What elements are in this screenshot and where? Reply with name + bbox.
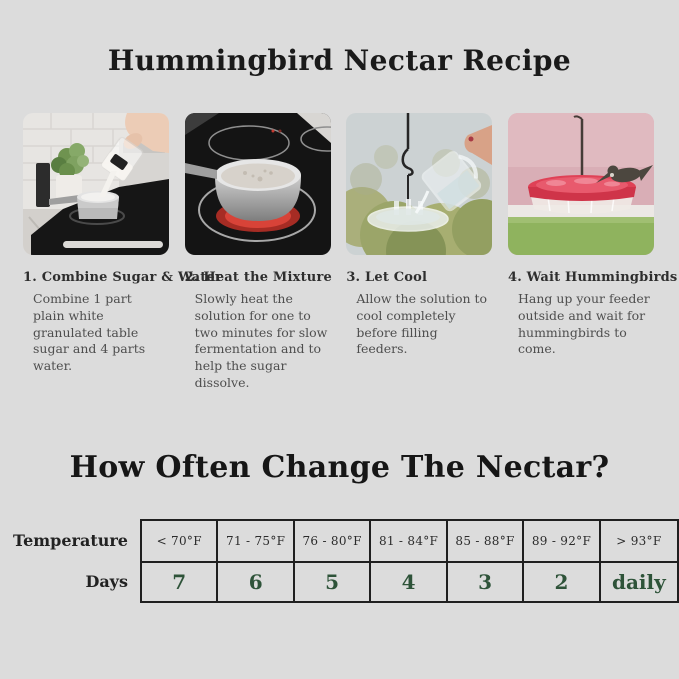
days-cell-1: 7 <box>141 562 217 602</box>
pouring-sugar-into-pot-photo <box>23 113 169 255</box>
step-4-title: 4. Wait Hummingbirds <box>507 270 678 285</box>
days-row-label: Days <box>85 572 128 591</box>
days-cell-4: 4 <box>370 562 446 602</box>
temp-cell-5: 85 - 88°F <box>447 520 523 562</box>
temp-cell-6: 89 - 92°F <box>523 520 599 562</box>
hummingbird-at-feeder-photo <box>508 113 654 255</box>
days-cell-7: daily <box>600 562 678 602</box>
filling-feeder-outdoors-photo <box>346 113 492 255</box>
steps-row <box>0 113 679 392</box>
temperature-row-label: Temperature <box>13 531 128 550</box>
step-3-column <box>346 113 494 392</box>
temp-cell-2: 71 - 75°F <box>217 520 293 562</box>
step-4-description: Hang up your feeder outside and wait for hummingbirds to come. <box>517 291 650 357</box>
saucepan-heating-on-stove-photo <box>185 113 331 255</box>
days-cell-3: 5 <box>294 562 370 602</box>
temp-cell-4: 81 - 84°F <box>370 520 446 562</box>
step-1-description: Combine 1 part plain white granulated table sugar and 4 parts water. <box>33 291 146 373</box>
temp-cell-3: 76 - 80°F <box>294 520 370 562</box>
step-2-description: Slowly heat the solution for one to two minutes for slow fermentation and to help the sugar dissolve. <box>194 291 328 390</box>
days-row <box>12 562 678 602</box>
days-cell-2: 6 <box>217 562 293 602</box>
step-1-title: 1. Combine Sugar & Water <box>23 270 222 285</box>
days-cell-6: 2 <box>523 562 599 602</box>
days-cell-5: 3 <box>447 562 523 602</box>
pouring-into-feeder-illustration <box>346 113 492 255</box>
step-3-description: Allow the solution to cool completely before filling feeders. <box>356 291 488 357</box>
saucepan-on-cooktop-illustration <box>185 113 331 255</box>
temp-cell-1: < 70°F <box>141 520 217 562</box>
hummingbird-feeder-illustration <box>508 113 654 255</box>
step-2-title: 2. Heat the Mixture <box>184 270 332 285</box>
page-title: Hummingbird Nectar Recipe <box>107 44 572 77</box>
temperature-row <box>12 520 678 562</box>
temp-cell-7: > 93°F <box>600 520 678 562</box>
kitchen-pour-sugar-illustration <box>23 113 169 255</box>
section-title: How Often Change The Nectar? <box>69 449 610 485</box>
step-2-column <box>185 113 333 392</box>
step-4-column <box>507 113 678 392</box>
nectar-change-table <box>12 519 679 603</box>
step-3-title: 3. Let Cool <box>346 270 428 285</box>
step-1-column <box>23 113 222 392</box>
